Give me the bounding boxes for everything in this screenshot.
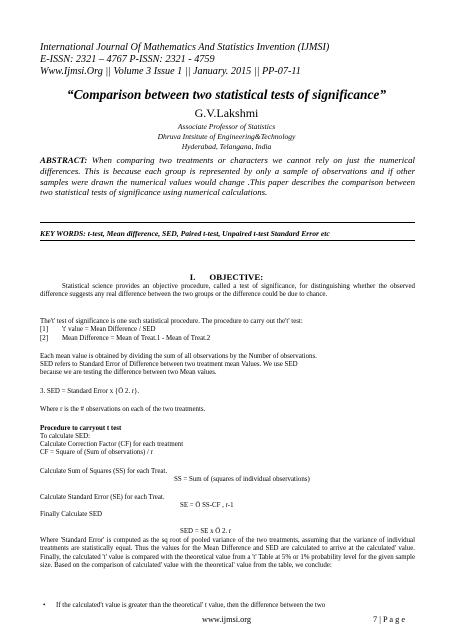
section-title: OBJECTIVE: [209,272,264,282]
paper-title: “Comparison between two statistical tests of significance” [66,87,387,102]
journal-name: International Journal Of Mathematics And Statistics Invention (IJMSI) [40,42,330,53]
paragraph-standard-error: Where 'Standard Error' is computed as the sq root of pooled variance of the two treatments, assuming that the variance of individual treatments are statistically equal. Thus the values for the Mean Difference and SED are calculated to arrive at the calculated' value. Finally, the calculated 't' value is compared with the theoretical value from a 't' Table at 5% or 1% probability level for the given sample size. Based on the comparison of calculated' value with the theoretical' value from the table, we conclude: [40,537,415,569]
paragraph-intro: Statistical science provides an objective procedure, called a test of significance, for distinguishing whether the observed difference suggests any real difference between the two groups or the difference could be due to chance. [40,283,415,299]
sed-equation: SED = SE x Ö 2. r [180,528,232,535]
keywords-label: KEY WORDS: [40,229,86,238]
keywords [40,229,330,238]
paragraph-mean-line3: because we are testing the difference between two Mean values. [40,369,217,376]
footer-page-number: 7 | P a g e [373,615,406,624]
se-equation: SE = Ö SS-CF , r-1 [180,502,234,509]
ss-equation: SS = Sum of (squares of individual observations) [174,476,310,483]
author-name: G.V.Lakshmi [194,106,259,120]
where-r-line: Where r is the # observations on each of the two treatments. [40,406,206,413]
paragraph-mean-line1: Each mean value is obtained by dividing the sum of all observations by the Number of observations. [40,353,317,360]
bullet-dot: • [43,601,46,609]
list-item-1-num: [1] [40,326,49,333]
abstract-label: ABSTRACT: [40,155,88,165]
author-institute: Dhruva Intsitute of Engineering&Technology [157,132,296,141]
section-heading [0,272,453,282]
list-item-2-text: Mean Difference = Mean of Treat.1 - Mean of Treat.2 [62,335,211,342]
paragraph-mean-line2: SED refers to Standard Error of Difference between two treatment mean Values. We use SED [40,361,298,368]
equation-sed: 3. SED = Standard Error x {Ö 2. r}. [40,388,140,395]
procedure-step-3: CF = Square of (Sum of observations) / r [40,449,153,456]
issn-line: E-ISSN: 2321 – 4767 P-ISSN: 2321 - 4759 [40,54,215,65]
procedure-step-2: Calculate Correction Factor (CF) for each treatment [40,441,184,448]
paragraph-ttest: The't' test of significance is one such statistical procedure. The procedure to carry out the't' test: [40,318,303,325]
divider-bottom [40,240,415,241]
procedure-step-1: To calculate SED: [40,433,91,440]
abstract [40,155,415,198]
author-location: Hyderabad, Telangana, India [181,142,272,151]
se-line: Calculate Standard Error (SE) for each Treat. [40,494,165,501]
ss-line: Calculate Sum of Squares (SS) for each Treat. [40,468,168,475]
list-item-1-text: 't' value = Mean Difference / SED [62,326,156,333]
list-item-2-num: [2] [40,335,49,342]
author-role: Associate Professor of Statistics [177,122,276,131]
procedure-title: Procedure to carryout t test [40,425,122,432]
volume-line: Www.Ijmsi.Org || Volume 3 Issue 1 || January. 2015 || PP-07-11 [40,66,301,77]
section-number: I. [189,272,196,282]
abstract-text: When comparing two treatments or characters we cannot rely on just the numerical differences. This is because each group is represented by only a sample of observations and if other samples were drawn the numerical values would change .This paper describes the comparison between two statistical tests of significance using numerical calculations. [40,155,415,198]
bullet-text: If the calculated't value is greater than the theoretical' t value, then the difference between the two [56,602,326,609]
final-sed-line: Finally Calculate SED [40,511,103,518]
footer-url: www.ijmsi.org [201,615,252,624]
keywords-text: t-test, Mean difference, SED, Paired t-test, Unpaired t-test Standard Error etc [85,229,330,238]
divider-top [40,222,415,223]
